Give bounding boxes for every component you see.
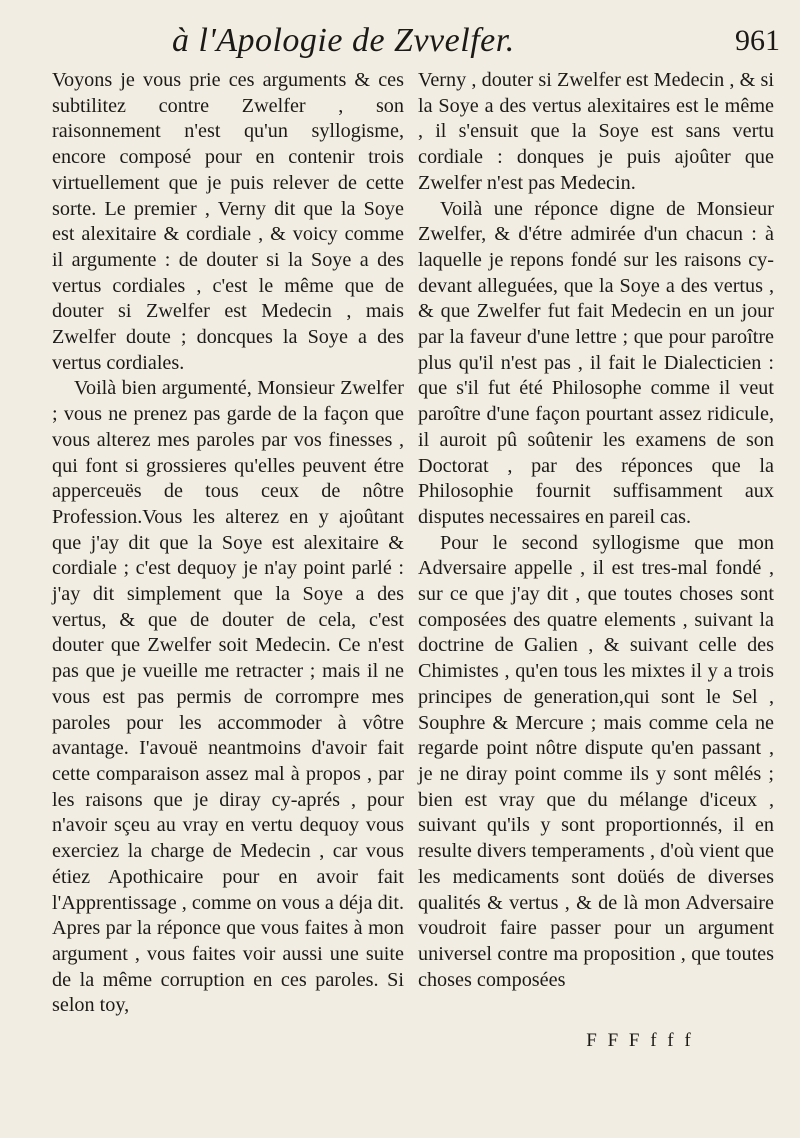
paragraph: Verny , douter si Zwelfer est Medecin , & si la Soye a des vertus alexitaires est le même , il s'ensuit que la Soye est sans vertu cordiale : donques je puis ajoûter que Zwelfer n'est pas Medecin. [418,69,774,194]
page-number: 961 [735,24,780,57]
paragraph: Voilà bien argumenté, Monsieur Zwelfer ; vous ne prenez pas garde de la façon que vous alterez mes paroles par vos finesses , qui font si grossieres qu'elles peuvent étre apperceuës de tous ceux de nôtre Profession.Vous les alterez en y ajoûtant que j'ay dit que la Soye est alexitaire & cordiale ; c'est dequoy je n'ay point parlé : j'ay dit simplement que la Soye a des vertus, & que de douter de cela, c'est douter que Zwelfer soit Medecin. Ce n'est pas que je vueille me retracter ; mais il ne vous est pas permis de corrompre mes paroles pour les accommoder à vôtre avantage. I'avouë neantmoins d'avoir fait cette comparaison assez mal à propos , par les raisons que je diray cy-aprés , pour n'avoir sçeu au vray en vertu dequoy vous exerciez la charge de Medecin , car vous étiez Apothicaire pour en avoir fait l'Apprentissage , comme on vous a déja dit. Apres par la réponce que vous faites à mon argument , vous faites voir aussi une suite de la même corruption en ces paroles. Si selon toy, [52,377,404,1017]
running-title: à l'Apologie de Zvvelfer. [172,22,515,59]
paragraph: Voilà une réponce digne de Monsieur Zwelfer, & d'étre admirée d'un chacun : à laquelle je repons fondé sur les raisons cy-devant alleguées, que la Soye a des vertus , & que Zwelfer fut fait Medecin en un jour par la faveur d'une lettre ; que pour paroître plus qu'il n'est pas , il fait le Dialecticien : que s'il fut été Philosophe comme il veut paroître d'une façon pourtant assez ridicule, il auroit pû soûtenir les examens de son Doctorat , par des réponces que la Philosophie fournit suffisamment aux disputes necessaires en pareil cas. [418,197,774,528]
signature-mark: F F F f f f [586,1030,694,1051]
paragraph: Voyons je vous prie ces arguments & ces subtilitez contre Zwelfer , son raisonnement n'est qu'un syllogisme, encore composé pour en contenir trois virtuellement que je puis relever de cette sorte. Le premier , Verny dit que la Soye est alexitaire & cordiale , & voicy comme il argumente : de douter si la Soye a des vertus cordiales , c'est le même que de douter si Zwelfer est Medecin , mais Zwelfer doute ; doncques la Soye a des vertus cordiales. [52,69,404,374]
right-column [418,68,774,993]
paragraph: Pour le second syllogisme que mon Adversaire appelle , il est tres-mal fondé , sur ce que j'ay dit , que toutes choses sont composées des quatre elements , suivant la doctrine de Galien , & suivant celle des Chimistes , qu'en tous les mixtes il y a trois principes de generation,qui sont le Sel , Souphre & Mercure ; mais comme cela ne regarde point nôtre dispute qu'en passant , je ne diray point comme ils y sont mêlés ; bien est vray que du mélange d'iceux , suivant qu'ils y sont proportionnés, il en resulte divers temperaments , d'où vient que les medicaments sont doüés de diverses qualités & vertus , & de là mon Adversaire voudroit faire passer pour un argument universel contre ma proposition , que toutes choses composées [418,531,774,991]
running-header [140,18,780,64]
left-column [52,68,404,1019]
